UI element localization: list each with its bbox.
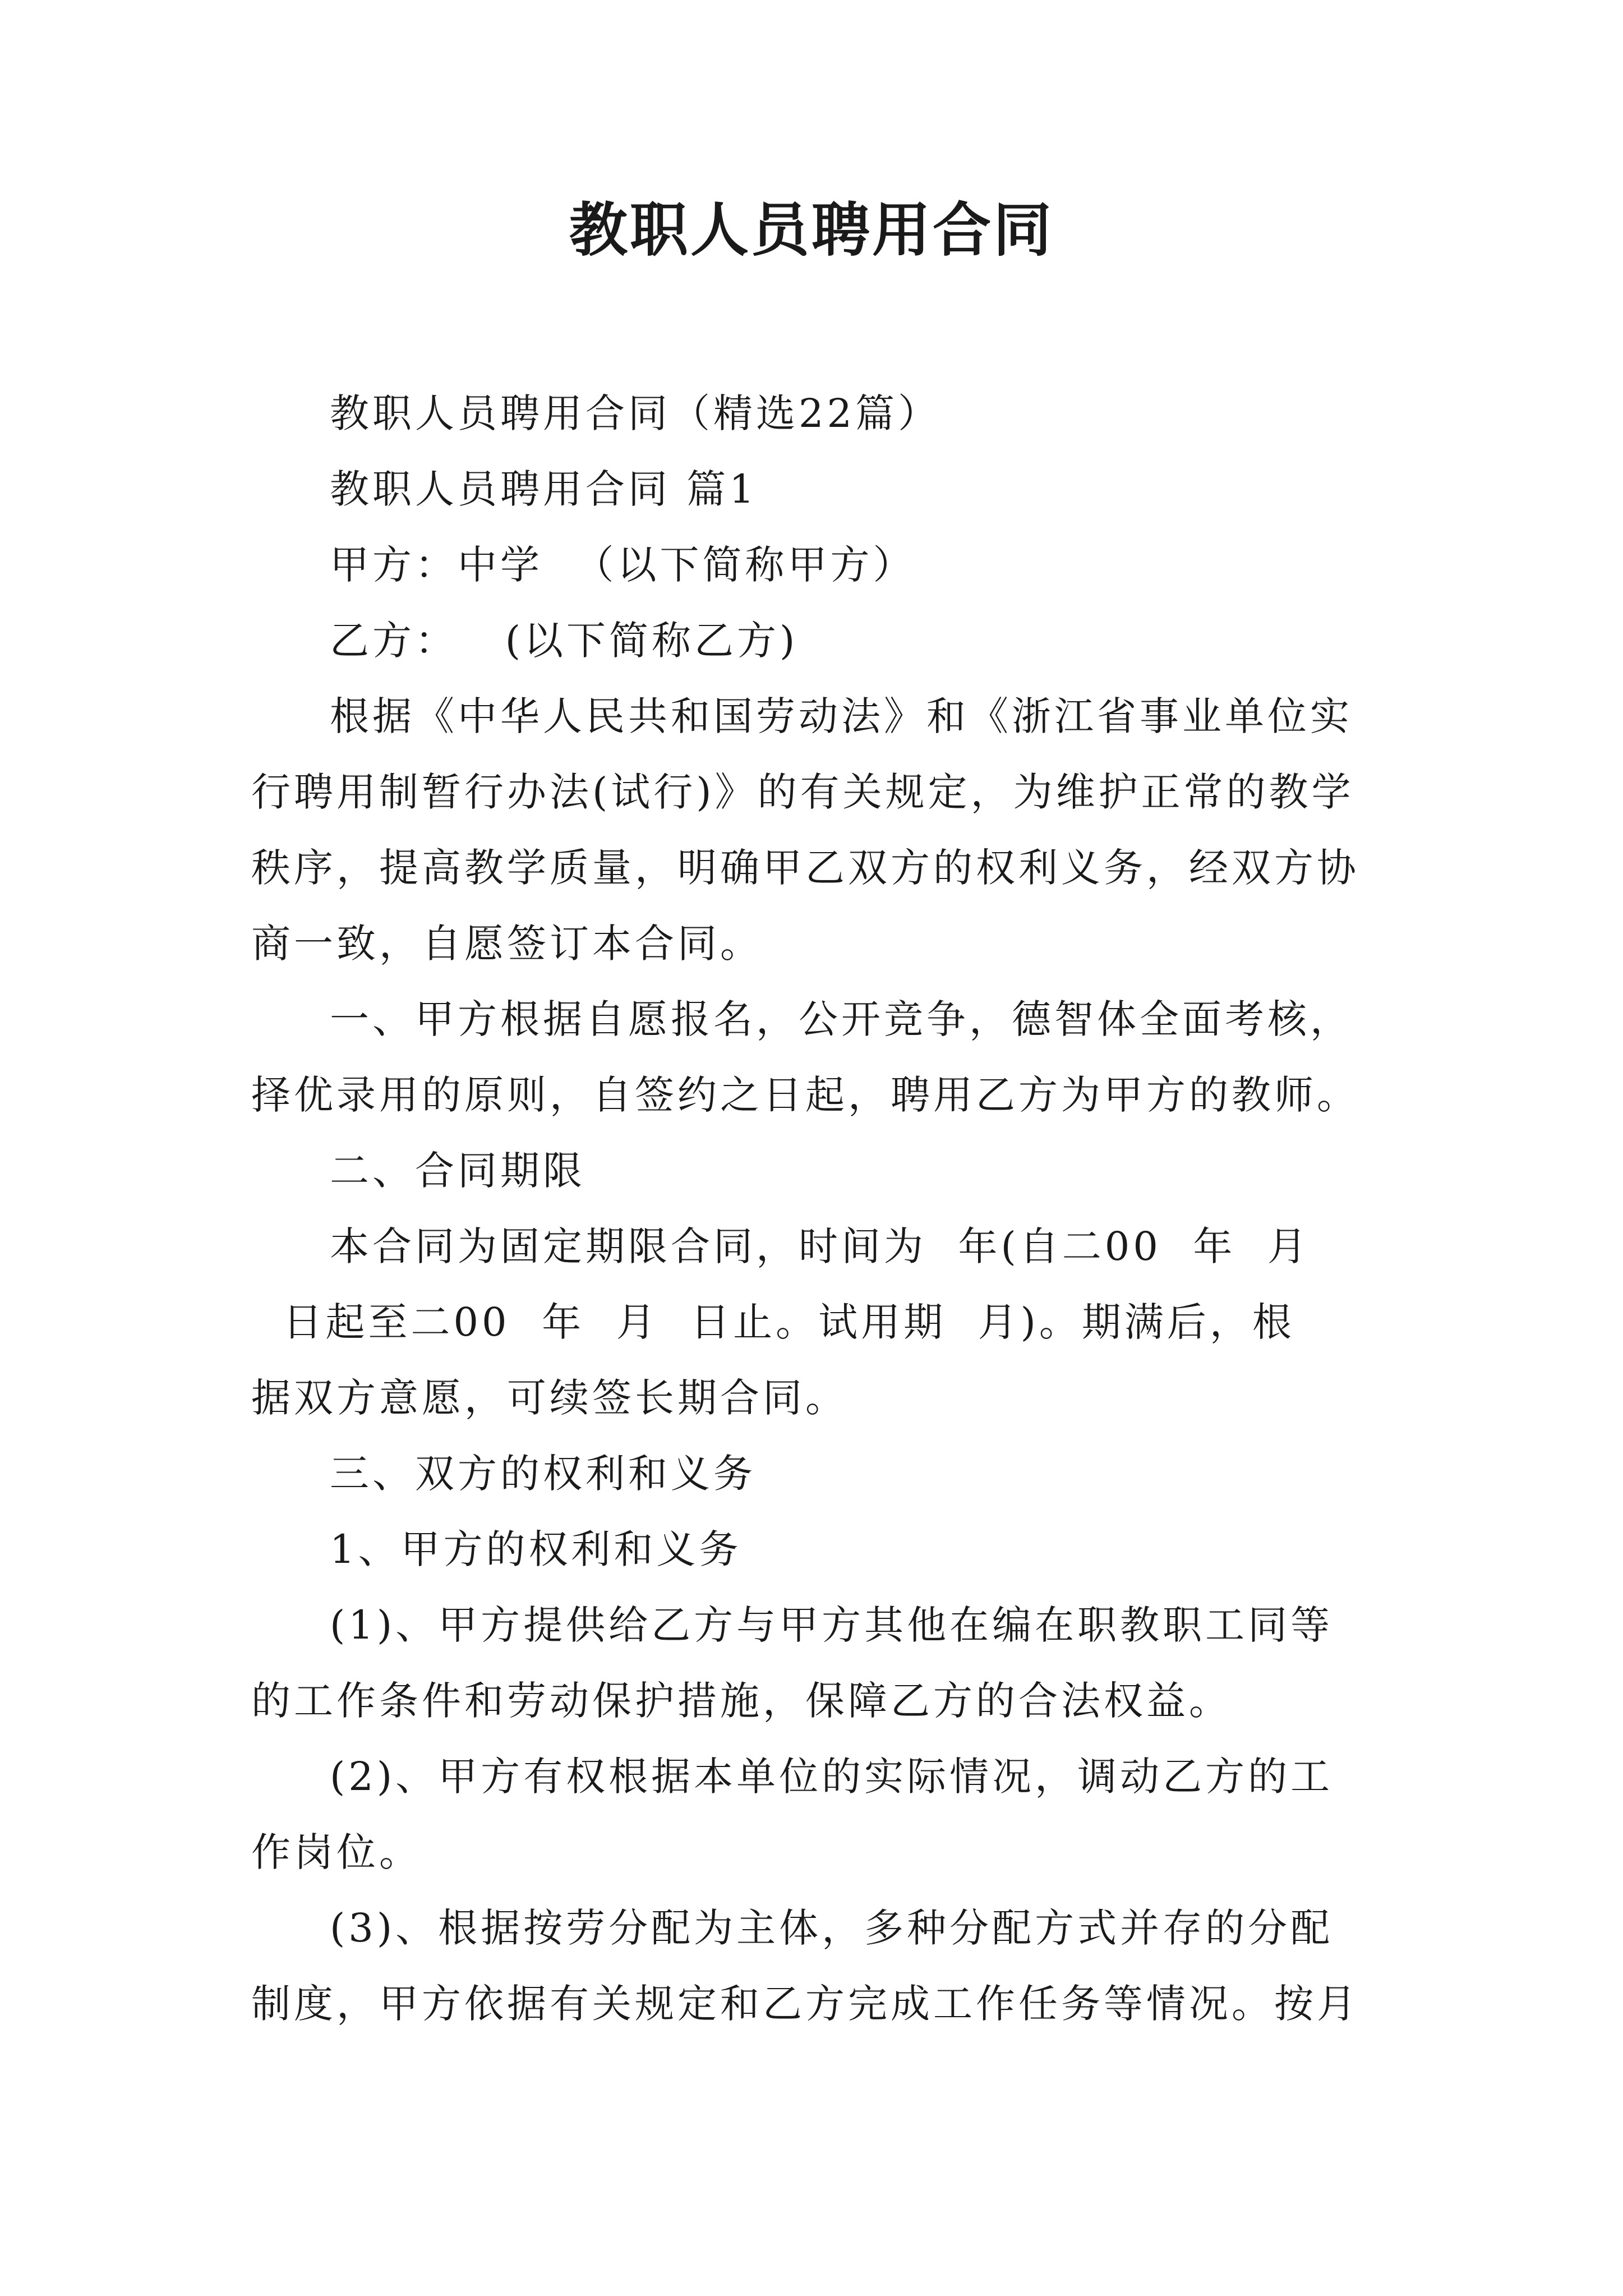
paragraph-line: (2)、甲方有权根据本单位的实际情况，调动乙方的工 xyxy=(330,1754,1334,1800)
paragraph-line: 本合同为固定期限合同，时间为 年(自二00 年 月 xyxy=(330,1223,1310,1269)
section-heading-line: 二、合同期限 xyxy=(330,1148,585,1194)
document-title: 教职人员聘用合同 xyxy=(569,195,1054,264)
section-heading-line: 教职人员聘用合同 篇1 xyxy=(330,466,758,512)
paragraph-line: 行聘用制暂行办法(试行)》的有关规定，为维护正常的教学 xyxy=(251,769,1354,815)
subsection-heading-line: 1、甲方的权利和义务 xyxy=(330,1526,742,1572)
paragraph-line: 作岗位。 xyxy=(251,1829,422,1875)
paragraph-line: 秩序，提高教学质量，明确甲乙双方的权利义务，经双方协 xyxy=(251,845,1359,891)
paragraph-line: 日起至二00 年 月 日止。试用期 月)。期满后，根 xyxy=(251,1299,1295,1345)
paragraph-line: 制度，甲方依据有关规定和乙方完成工作任务等情况。按月 xyxy=(251,1981,1359,2027)
section-heading-line: 三、双方的权利和义务 xyxy=(330,1451,756,1497)
paragraph-line: (3)、根据按劳分配为主体，多种分配方式并存的分配 xyxy=(330,1905,1334,1951)
subtitle-line: 教职人员聘用合同（精选22篇） xyxy=(330,390,941,436)
paragraph-line: 据双方意愿，可续签长期合同。 xyxy=(251,1375,848,1421)
paragraph-line: 一、甲方根据自愿报名，公开竞争，德智体全面考核， xyxy=(330,996,1353,1042)
party-b-line: 乙方： (以下简称乙方) xyxy=(330,618,799,664)
document-body xyxy=(251,376,1378,2042)
party-a-line: 甲方：中学 （以下简称甲方） xyxy=(330,542,916,588)
paragraph-line: 根据《中华人民共和国劳动法》和《浙江省事业单位实 xyxy=(330,693,1353,739)
paragraph-line: (1)、甲方提供给乙方与甲方其他在编在职教职工同等 xyxy=(330,1602,1334,1648)
paragraph-line: 择优录用的原则，自签约之日起，聘用乙方为甲方的教师。 xyxy=(251,1072,1359,1118)
paragraph-line: 的工作条件和劳动保护措施，保障乙方的合法权益。 xyxy=(251,1678,1232,1724)
paragraph-line: 商一致，自愿签订本合同。 xyxy=(251,921,763,967)
